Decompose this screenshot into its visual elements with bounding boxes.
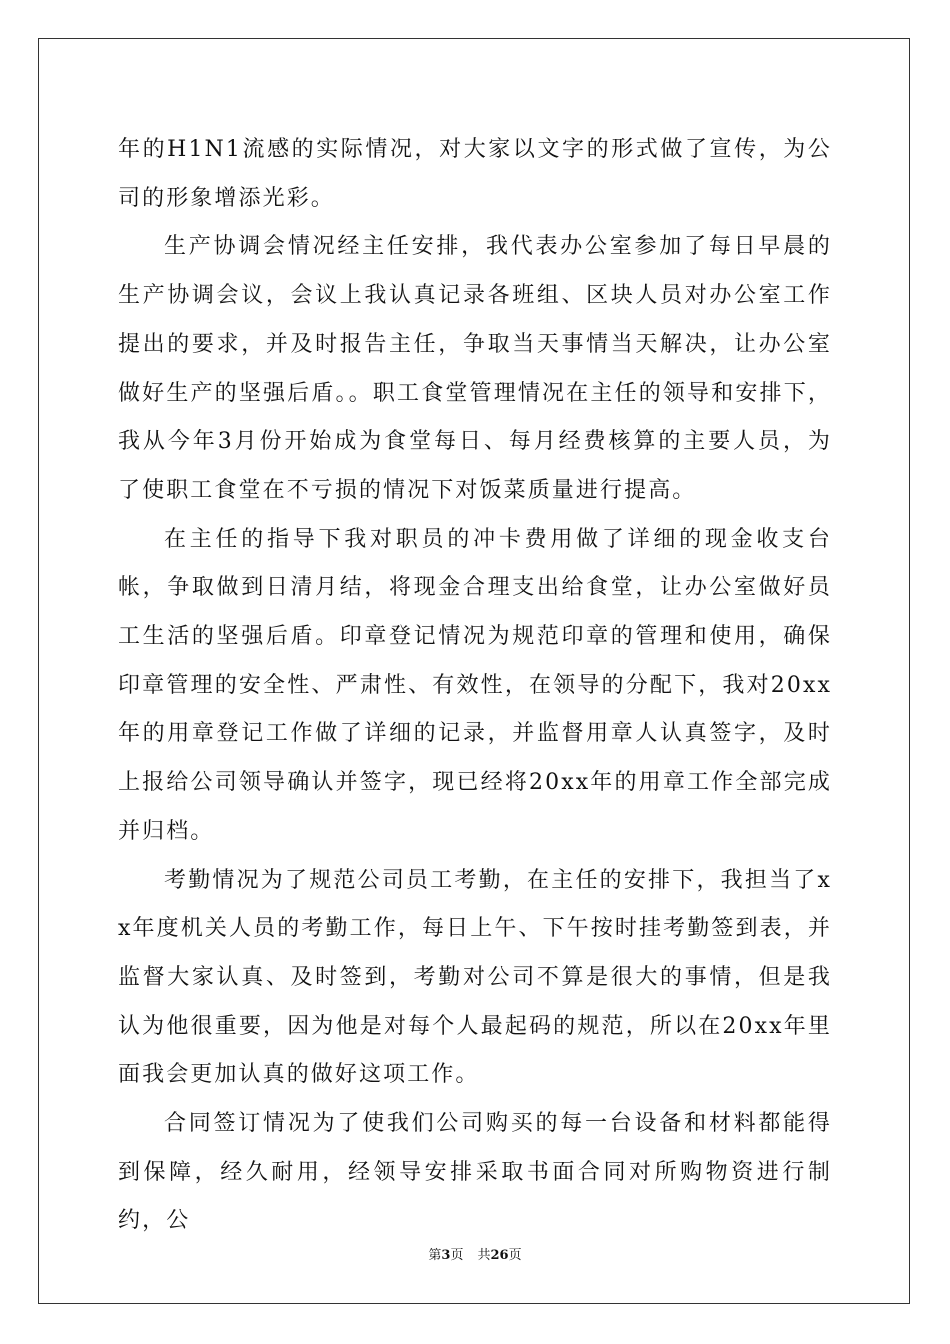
page-total: 26 [490,1248,509,1263]
paragraph-2: 生产协调会情况经主任安排，我代表办公室参加了每日早晨的生产协调会议，会议上我认真记录各班组、区块人员对办公室工作提出的要求，并及时报告主任，争取当天事情当天解决，让办公室做好生产的坚强后盾。。职工食堂管理情况在主任的领导和安排下，我从今年3月份开始成为食堂每日、每月经费核算的主要人员，为了使职工食堂在不亏损的情况下对饭菜质量进行提高。 [118,234,832,503]
total-prefix: 共 [477,1248,491,1263]
page-prefix: 第 [428,1248,442,1263]
page-suffix: 页 [450,1248,464,1263]
paragraph-4: 考勤情况为了规范公司员工考勤，在主任的安排下，我担当了xx年度机关人员的考勤工作，每日上午、下午按时挂考勤签到表，并监督大家认真、及时签到，考勤对公司不算是很大的事情，但是我认为他很重要，因为他是对每个人最起码的规范，所以在20xx年里面我会更加认真的做好这项工作。 [118,867,832,1088]
document-body [118,126,832,1246]
paragraph-1: 年的H1N1流感的实际情况，对大家以文字的形式做了宣传，为公司的形象增添光彩。 [118,137,832,211]
page-current: 3 [441,1248,451,1263]
paragraph-5: 合同签订情况为了使我们公司购买的每一台设备和材料都能得到保障，经久耐用，经领导安排采取书面合同对所购物资进行制约，公 [118,1111,832,1234]
total-suffix: 页 [508,1248,522,1263]
page-footer [0,1244,950,1263]
paragraph-3: 在主任的指导下我对职员的冲卡费用做了详细的现金收支台帐，争取做到日清月结，将现金合理支出给食堂，让办公室做好员工生活的坚强后盾。印章登记情况为规范印章的管理和使用，确保印章管理的安全性、严肃性、有效性，在领导的分配下，我对20xx年的用章登记工作做了详细的记录，并监督用章人认真签字，及时上报给公司领导确认并签字，现已经将20xx年的用章工作全部完成并归档。 [118,526,832,844]
